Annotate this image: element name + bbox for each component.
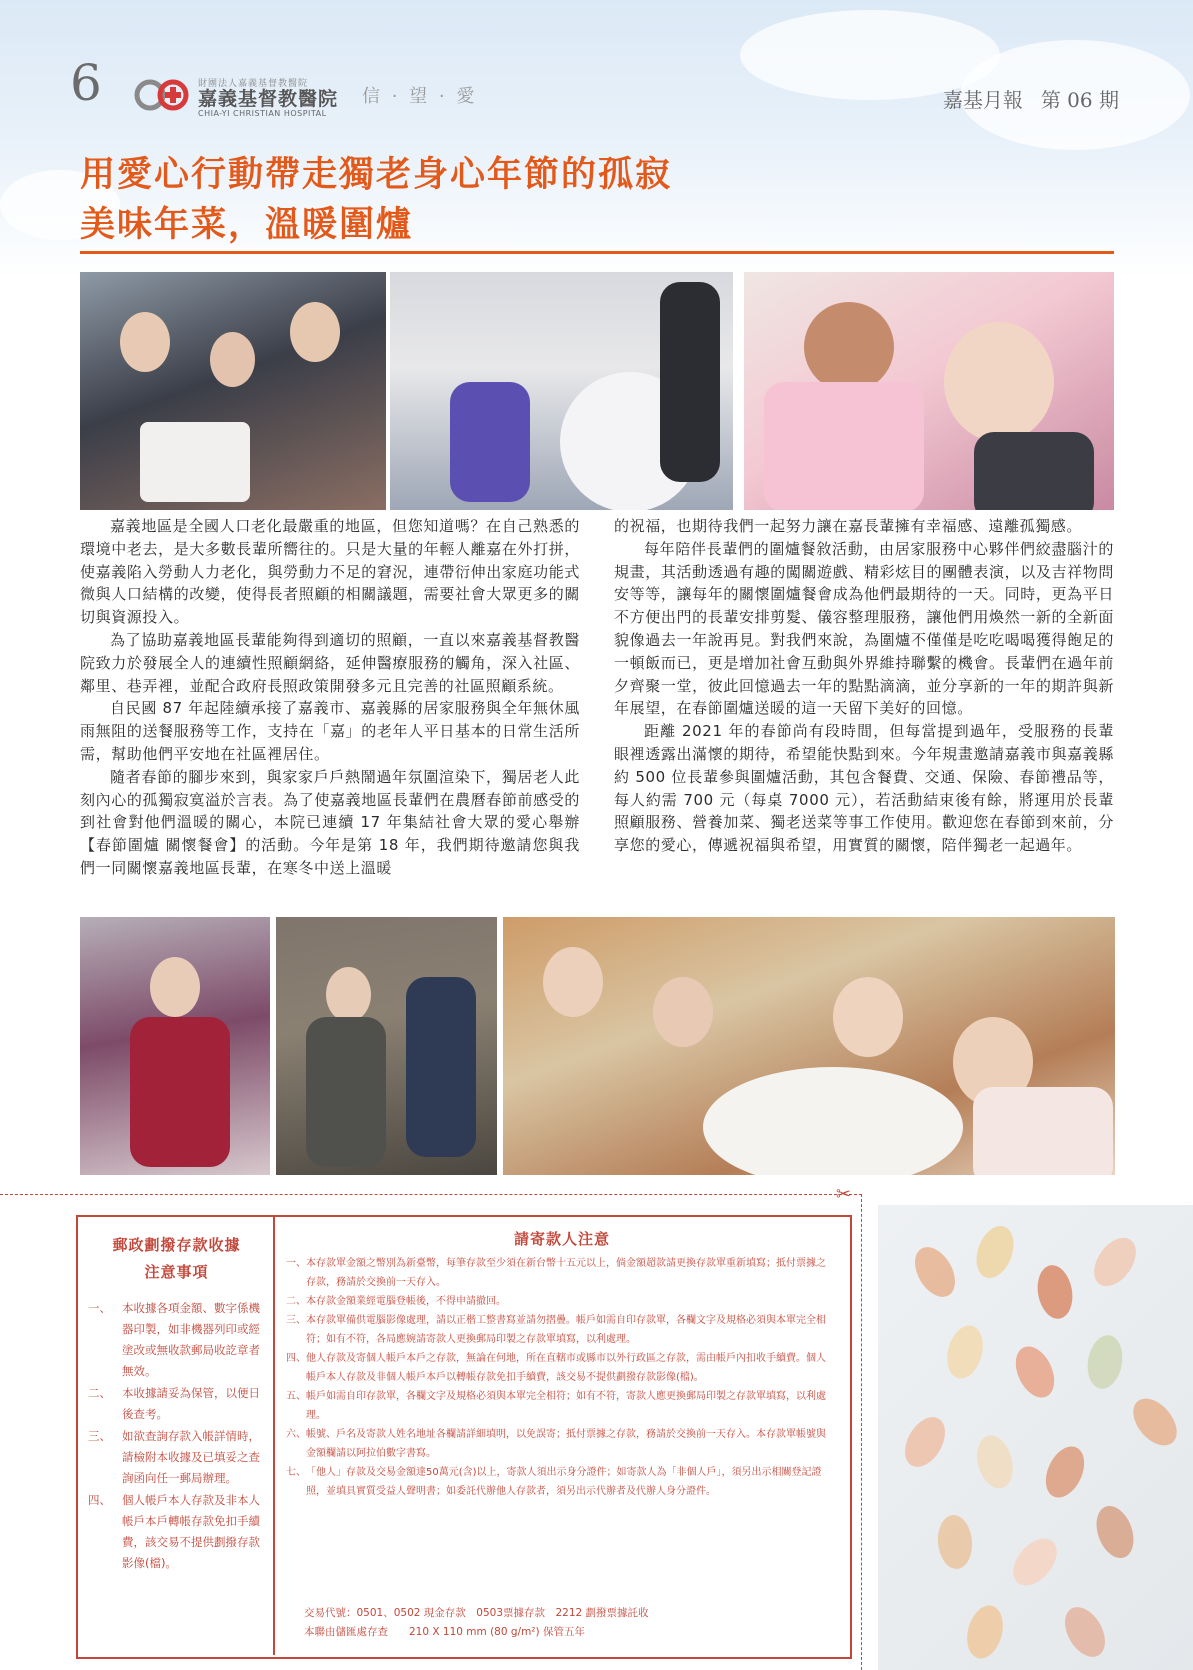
list-item: 二、 本存款金額業經電腦登帳後，不得申請撤回。 [286,1296,506,1307]
list-item: 七、 「他人」存款及交易金額達50萬元(含)以上，寄款人須出示身分證件；如寄款人為「非個人戶」，須另出示相關登記證照，並填具實質受益人聲明書；如委託代辦他人存款者，須另出示代辦者及代辦人身分證件。 [286,1467,822,1497]
photo-reunion-dinner [503,917,1115,1175]
list-item: 二、 本收據請妥為保管，以便日後查考。 [88,1386,260,1421]
receipt-notice-title: 郵政劃撥存款收據 注意事項 [112,1236,241,1281]
form-divider [273,1215,275,1655]
list-item: 四、 他人存款及寄個人帳戶本戶之存款，無論在何地，所在直轄市或縣市以外行政區之存款，需由帳戶內扣收手續費。個人帳戶本人存款及非個人帳戶本戶以轉帳存款免扣手續費，該交易不提供劃撥存款影像(檔)。 [286,1353,826,1383]
photo-makeup-service [744,272,1114,510]
photo-elder-dancing [80,917,270,1175]
paragraph: 距離 2021 年的春節尚有段時間，但每當提到過年，受服務的長輩眼裡透露出滿懷的期待，希望能快點到來。今年規畫邀請嘉義市與嘉義縣約 500 位長輩參與圍爐活動，其包含餐費、交通、保險、春節禮品等，每人約需 700 元（每桌 7000 元），若活動結束後有餘，將運用於長輩照顧服務、營養加菜、獨老送菜等事工作使用。歡迎您在春節到來前，分享您的愛心，傳遞祝福與希望，用實質的關懷，陪伴獨老一起過年。 [614,722,1114,855]
paragraph: 嘉義地區是全國人口老化最嚴重的地區，但您知道嗎？在自己熟悉的環境中老去，是大多數長輩所嚮往的。只是大量的年輕人離嘉在外打拼，使嘉義陷入勞動人力老化，與勞動力不足的窘況，連帶衍伸出家庭功能式微與人口結構的改變，使得長者照顧的相關議題，需要社會大眾更多的關切與資源投入。 [80,517,580,627]
paragraph: 為了協助嘉義地區長輩能夠得到適切的照顧，一直以來嘉義基督教醫院致力於發展全人的連續性照顧網絡，延伸醫療服務的觸角，深入社區、鄰里、巷弄裡，並配合政府長照政策開發多元且完善的社區照顧系統。 [80,630,580,695]
cut-line-horizontal [0,1194,862,1195]
photo-haircut-service [390,272,733,510]
cut-line-vertical [861,1194,862,1670]
title-line-1: 用愛心行動帶走獨老身心年節的孤寂 [80,155,673,195]
form-footer [304,1604,649,1642]
remitter-notice-title: 請寄款人注意 [513,1230,610,1248]
list-item: 一、 本存款單金額之幣別為新臺幣，每筆存款至少須在新台幣十五元以上，倘金額超款請更換存款單重新填寫；抵付票據之存款，務請於交換前一天存入。 [286,1258,826,1288]
receipt-notice-list [88,1298,266,1575]
paragraph: 自民國 87 年起陸續承接了嘉義市、嘉義縣的居家服務與全年無休風雨無阻的送餐服務等工作，支持在「嘉」的老年人平日基本的日常生活所需，幫助他們平安地在社區裡居住。 [80,699,580,763]
paragraph: 每年陪伴長輩們的圍爐餐敘活動，由居家服務中心夥伴們絞盡腦汁的規畫，其活動透過有趣的闖關遊戲、精彩炫目的團體表演，以及吉祥物問安等等，讓每年的關懷圍爐餐會成為他們最期待的一天。同時，更為平日不方便出門的長輩安排剪髮、儀容整理服務，讓他們用煥然一新的全新面貌像過去一年說再見。對我們來說，為圍爐不僅僅是吃吃喝喝獲得飽足的一頓飯而已，更是增加社會互動與外界維持聯繫的機會。長輩們在過年前夕齊聚一堂，彼此回憶過去一年的點點滴滴，並分享新的一年的期許與新年展望，在春節圍爐送暖的這一天留下美好的回憶。 [614,539,1114,718]
decorative-leaf-artwork [878,1205,1193,1670]
issue-number: 第 06 期 [1040,88,1119,112]
page-number: 6 [70,54,102,112]
list-item: 三、 本存款單備供電腦影像處理，請以正楷工整書寫並請勿摺疊。帳戶如需自印存款單，各欄文字及規格必須與本單完全相符；如有不符，各局應婉請寄款人更換郵局印製之存款單填寫，以利處理。 [286,1315,826,1345]
remitter-notice-list [286,1254,834,1501]
logo-english-name: CHIA-YI CHRISTIAN HOSPITAL [198,109,327,118]
paragraph: 隨者春節的腳步來到，與家家戶戶熱鬧過年氛圍渲染下，獨居老人此刻內心的孤獨寂寞溢於言表。為了使嘉義地區長輩們在農曆春節前感受的到社會對他們溫暖的關心，本院已連續 17 年集結社會大眾的愛心舉辦【春節圍爐 關懷餐會】的活動。今年是第 18 年，我們期待邀請您與我們一同關懷嘉義地區長輩，在寒冬中送上溫暖 [80,767,580,877]
article-column-1 [80,515,580,880]
scissors-icon: ✂ [836,1184,852,1205]
hospital-logo-icon [133,78,193,112]
form-spec: 本聯由儲匯處存查 210 X 110 mm (80 g/m²) 保管五年 [304,1626,585,1638]
hospital-logo-text [198,76,338,118]
article-column-2 [614,515,1114,857]
photo-elders-walking [276,917,497,1175]
list-item: 六、 帳號、戶名及寄款人姓名地址各欄請詳細填明，以免誤寄；抵付票據之存款，務請於交換前一天存入。本存款單帳號與金額欄請以阿拉伯數字書寫。 [286,1429,826,1459]
list-item: 一、 本收據各項金額、數字係機器印製，如非機器列印或經塗改或無收款郵局收訖章者無效。 [88,1301,260,1378]
issue-header [925,84,1119,113]
photo-guests-greeting [80,272,386,510]
transaction-codes: 交易代號：0501、0502 現金存款 0503票據存款 2212 劃撥票據託收 [304,1607,649,1619]
publication-name: 嘉基月報 [942,88,1023,112]
list-item: 四、 個人帳戶本人存款及非本人帳戶本戶轉帳存款免扣手續費，該交易不提供劃撥存款影像(檔)。 [88,1493,260,1570]
list-item: 五、 帳戶如需自印存款單，各欄文字及規格必須與本單完全相符；如有不符，寄款人應更換郵局印製之存款單填寫，以利處理。 [286,1391,826,1421]
hospital-motto: 信 · 望 · 愛 [362,86,478,107]
logo-subtitle: 財團法人嘉義基督教醫院 [198,79,309,89]
article-title [80,150,672,250]
logo-chinese-name: 嘉義基督教醫院 [198,88,339,110]
paragraph: 的祝福，也期待我們一起努力讓在嘉長輩擁有幸福感、遠離孤獨感。 [614,517,1083,535]
title-underline [80,251,1114,254]
list-item: 三、 如欲查詢存款入帳詳情時，請檢附本收據及已填妥之查詢函向任一郵局辦理。 [88,1429,260,1485]
title-line-2: 美味年菜，溫暖圍爐 [80,205,414,245]
